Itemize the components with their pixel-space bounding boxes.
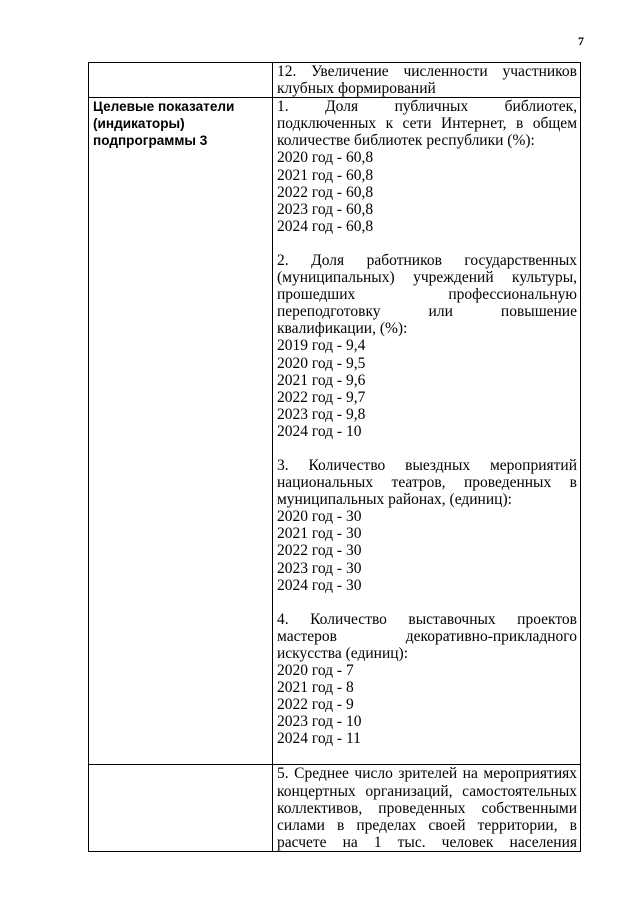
indicator-1-value: 2023 год - 60,8 [277, 200, 374, 218]
page-number: 7 [578, 34, 584, 48]
table-cell-empty [89, 765, 273, 851]
table-cell-item-12 [273, 63, 581, 98]
indicators-label-line-3: подпрограммы 3 [93, 133, 208, 149]
indicator-4 [277, 611, 577, 765]
indicator-1-value: 2020 год - 60,8 [277, 149, 374, 167]
indicator-4-value: 2021 год - 8 [277, 679, 354, 697]
indicator-5-title: 5. Среднее число зрителей на мероприятиях концертных организаций, самостоятельных коллективов, проведенных собственными силами в пределах своей территории, в расчете на 1 тыс. человек населения [277, 765, 577, 851]
indicator-3-value: 2020 год - 30 [277, 508, 362, 526]
subprogram-table [88, 62, 581, 852]
indicator-3-title: 3. Количество выездных мероприятий национальных театров, проведенных в муниципальных районах, (единиц): [277, 456, 577, 509]
indicator-1 [277, 98, 577, 235]
indicator-2-value: 2023 год - 9,8 [277, 405, 366, 423]
table-row [89, 765, 581, 851]
table-cell-item-5 [273, 765, 581, 851]
indicator-3-value: 2024 год - 30 [277, 576, 362, 594]
indicator-3-value: 2022 год - 30 [277, 542, 362, 560]
table-row [89, 98, 581, 765]
indicator-2-value: 2020 год - 9,5 [277, 354, 366, 372]
indicator-2 [277, 252, 577, 440]
indicator-2-value: 2022 год - 9,7 [277, 388, 366, 406]
indicator-4-value: 2024 год - 11 [277, 730, 361, 748]
indicator-2-title: 2. Доля работников государственных (муниципальных) учреждений культуры, прошедших профессиональную переподготовку или повышение квалификации, (%): [277, 251, 577, 338]
indicator-2-value: 2019 год - 9,4 [277, 337, 366, 355]
indicators-label-line-2: (индикаторы) [93, 116, 185, 132]
indicator-1-title: 1. Доля публичных библиотек, подключенных к сети Интернет, в общем количестве библиотек республики (%): [277, 98, 577, 150]
indicators-label-line-1: Целевые показатели [93, 99, 235, 115]
indicator-4-value: 2020 год - 7 [277, 662, 354, 679]
indicator-4-value: 2023 год - 10 [277, 713, 362, 731]
table-row [89, 63, 581, 98]
indicators-content-cell [273, 98, 581, 765]
indicator-2-value: 2021 год - 9,6 [277, 371, 366, 389]
indicator-4-value: 2022 год - 9 [277, 696, 354, 714]
indicator-1-value: 2021 год - 60,8 [277, 166, 374, 184]
indicator-1-value: 2022 год - 60,8 [277, 183, 374, 201]
indicators-label-cell [89, 98, 273, 765]
indicator-3 [277, 457, 577, 594]
indicator-1-value: 2024 год - 60,8 [277, 217, 374, 235]
indicator-4-title: 4. Количество выставочных проектов мастеров декоративно-прикладного искусства (единиц): [277, 610, 577, 662]
indicator-3-value: 2023 год - 30 [277, 559, 362, 577]
indicator-2-value: 2024 год - 10 [277, 422, 362, 440]
indicator-3-value: 2021 год - 30 [277, 525, 362, 543]
table-cell-empty [89, 63, 273, 98]
item-12-text: 12. Увеличение численности участников клубных формирований [277, 63, 577, 98]
